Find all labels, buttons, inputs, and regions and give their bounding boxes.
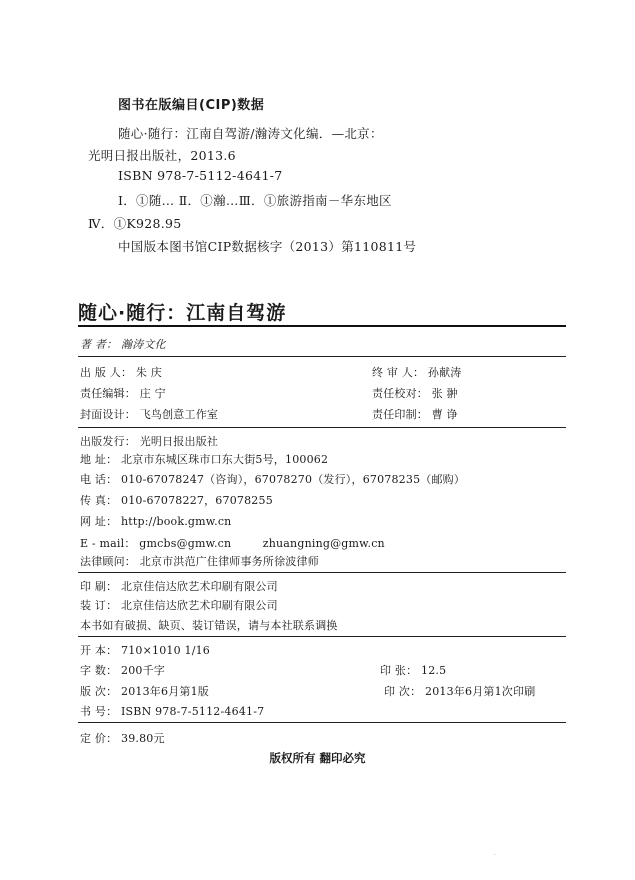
editor-row — [80, 385, 166, 401]
email-value-1: gmcbs@gmw.cn — [139, 537, 232, 550]
print-supervisor-value: 曹 诤 — [431, 408, 458, 421]
divider — [78, 722, 566, 723]
address-row — [80, 451, 328, 467]
isbn-label: 书 号： — [80, 705, 118, 718]
cip-line-record-number: 中国版本图书馆CIP数据核字（2013）第110811号 — [118, 239, 417, 254]
sheets-label: 印 张： — [380, 664, 418, 677]
phone-label: 电 话： — [80, 473, 118, 486]
legal-value: 北京市洪范广住律师事务所徐波律师 — [139, 555, 319, 568]
phone-value: 010-67078247（咨询），67078270（发行），67078235（邮购） — [121, 473, 466, 486]
distribution-label: 出版发行： — [80, 435, 136, 448]
printing-value: 北京佳信达欣艺术印刷有限公司 — [121, 580, 278, 593]
corner-mark: · — [494, 852, 496, 859]
book-title: 随心·随行：江南自驾游 — [78, 302, 287, 324]
publisher-person-row — [80, 364, 162, 380]
cip-line-subjects: Ⅰ．①随… Ⅱ．①瀚…Ⅲ．①旅游指南－华东地区 — [118, 193, 392, 208]
edition-row — [80, 683, 209, 699]
proofreader-row — [372, 385, 458, 401]
print-supervisor-row — [372, 406, 458, 422]
edition-value: 2013年6月第1版 — [121, 685, 209, 698]
words-row — [80, 662, 165, 678]
distribution-row — [80, 433, 218, 449]
email-row — [80, 535, 385, 551]
divider — [78, 356, 566, 357]
format-value: 710×1010 1/16 — [121, 644, 211, 657]
notice: 本书如有破损、缺页、装订错误，请与本社联系调换 — [80, 619, 338, 632]
edition-label: 版 次： — [80, 685, 118, 698]
email-label: E - mail： — [80, 537, 136, 550]
author-row — [80, 336, 166, 352]
price-value: 39.80元 — [121, 732, 165, 745]
web-value: http://book.gmw.cn — [121, 515, 232, 528]
cover-design-row — [80, 406, 218, 422]
price-label: 定 价： — [80, 732, 118, 745]
address-value: 北京市东城区珠市口东大街5号，100062 — [121, 453, 329, 466]
phone-row — [80, 471, 465, 487]
cip-line-title: 随心·随行：江南自驾游/瀚涛文化编．—北京： — [118, 126, 383, 141]
words-value: 200千字 — [121, 664, 165, 677]
final-reviewer-row — [372, 364, 462, 380]
printing-row — [80, 578, 278, 594]
divider — [78, 572, 566, 573]
author-value: 瀚涛文化 — [121, 338, 166, 351]
address-label: 地 址： — [80, 453, 118, 466]
final-reviewer-label: 终 审 人： — [372, 366, 425, 379]
impression-value: 2013年6月第1次印刷 — [425, 685, 536, 698]
sheets-value: 12.5 — [421, 664, 447, 677]
editor-label: 责任编辑： — [80, 387, 136, 400]
isbn-row — [80, 703, 264, 719]
price-row — [80, 730, 165, 746]
format-label: 开 本： — [80, 644, 118, 657]
divider — [78, 427, 566, 428]
editor-value: 庄 宁 — [139, 387, 166, 400]
legal-row — [80, 553, 319, 569]
cover-design-value: 飞鸟创意工作室 — [139, 408, 219, 421]
print-supervisor-label: 责任印制： — [372, 408, 428, 421]
proofreader-label: 责任校对： — [372, 387, 428, 400]
words-label: 字 数： — [80, 664, 118, 677]
copyright-notice: 版权所有 翻印必究 — [269, 751, 366, 765]
cip-heading: 图书在版编目(CIP)数据 — [118, 98, 265, 113]
format-row — [80, 642, 210, 658]
legal-label: 法律顾问： — [80, 555, 136, 568]
sheets-row — [380, 662, 446, 678]
printing-label: 印 刷： — [80, 580, 118, 593]
final-reviewer-value: 孙献涛 — [427, 366, 462, 379]
publisher-person-value: 朱 庆 — [135, 366, 163, 379]
publisher-person-label: 出 版 人： — [80, 366, 133, 379]
web-row — [80, 513, 231, 529]
author-label: 著 者： — [80, 338, 118, 351]
cover-design-label: 封面设计： — [80, 408, 136, 421]
cip-line-publisher: 光明日报出版社，2013.6 — [88, 148, 236, 163]
fax-label: 传 真： — [80, 494, 118, 507]
title-rule — [78, 325, 566, 327]
impression-row — [384, 683, 535, 699]
fax-row — [80, 492, 273, 508]
impression-label: 印 次： — [384, 685, 422, 698]
fax-value: 010-67078227，67078255 — [121, 494, 273, 507]
email-value-2: zhuangning@gmw.cn — [262, 537, 385, 550]
cip-line-classification: Ⅳ．①K928.95 — [88, 216, 182, 231]
distribution-value: 光明日报出版社 — [139, 435, 219, 448]
proofreader-value: 张 翀 — [431, 387, 458, 400]
cip-line-isbn: ISBN 978-7-5112-4641-7 — [118, 168, 283, 183]
divider — [78, 636, 566, 637]
web-label: 网 址： — [80, 515, 118, 528]
binding-value: 北京佳信达欣艺术印刷有限公司 — [121, 599, 278, 612]
binding-row — [80, 597, 278, 613]
isbn-value: ISBN 978-7-5112-4641-7 — [121, 705, 265, 718]
binding-label: 装 订： — [80, 599, 118, 612]
